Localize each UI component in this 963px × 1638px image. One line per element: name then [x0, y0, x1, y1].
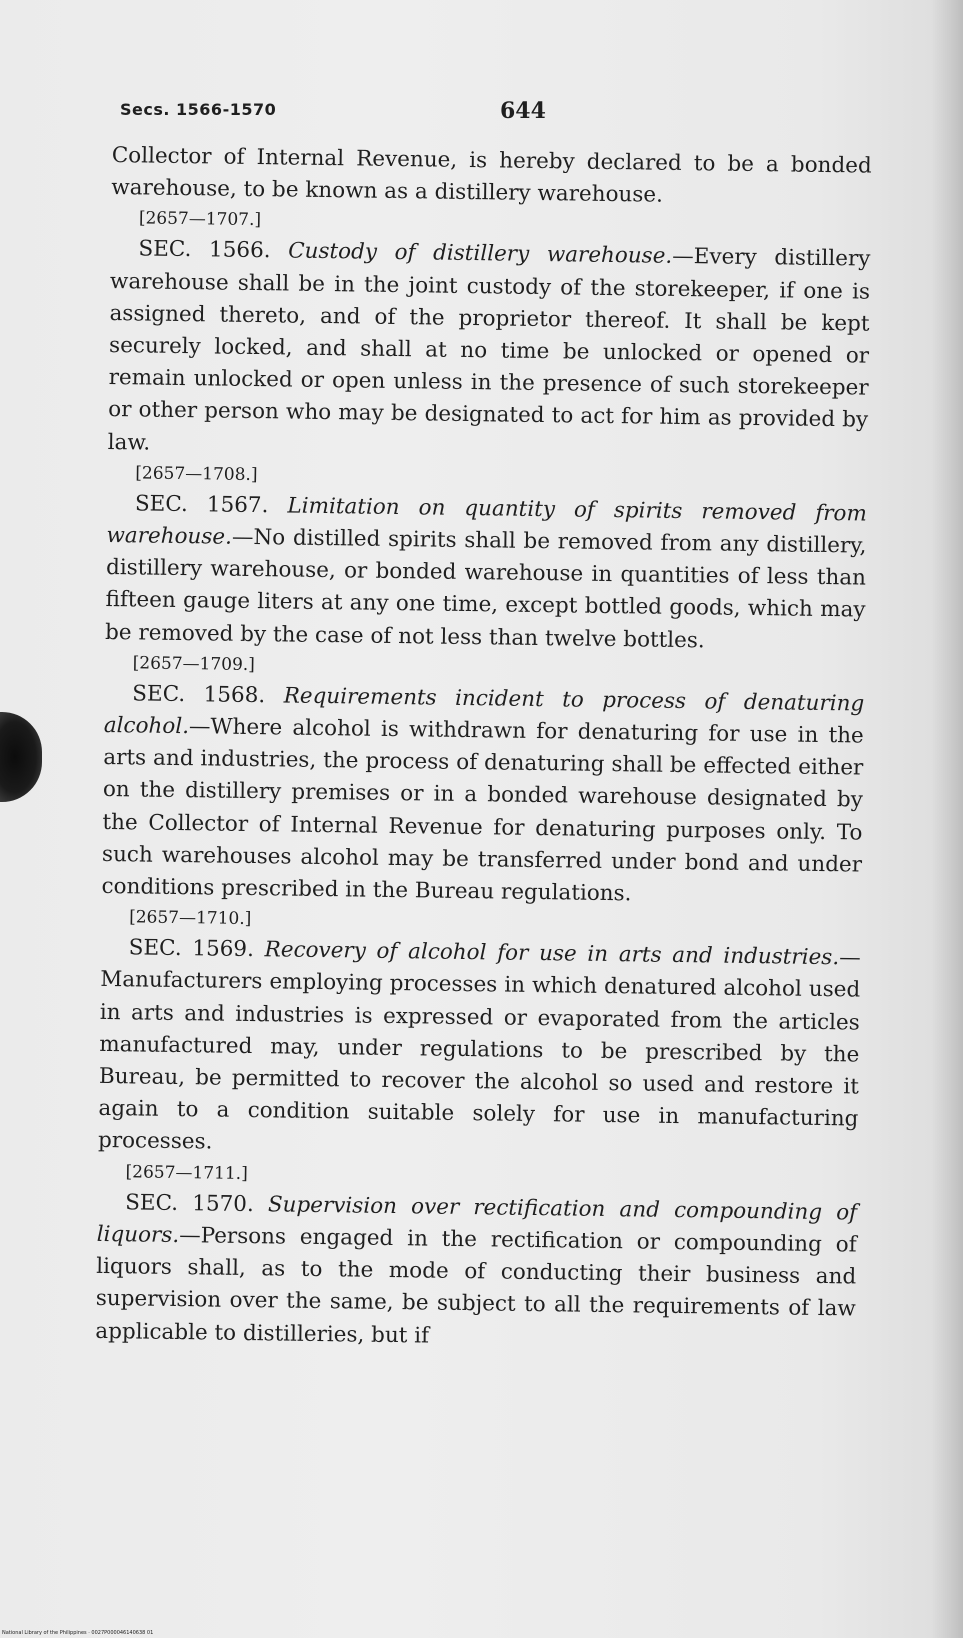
section-text: —Where alcohol is withdrawn for denaturing for use in the arts and industries, the process of denaturing shall be effected either on the distillery premises or in a bonded warehouse designated by the Collector of Internal Revenue for denaturing purposes only. To such warehouses alcohol may be transferred under bond and under conditions prescribed in the Bureau regulations.	[101, 714, 864, 907]
citation: [2657—1711.]	[125, 1161, 248, 1184]
page-edge-shadow	[931, 0, 963, 1638]
section-text: —Persons engaged in the rectification or compounding of liquors shall, as to the mode of conducting their business and supervision over the same, be subject to all the requirements of law applicable to distilleries, but if	[95, 1222, 857, 1349]
section-title: Recovery of alcohol for use in arts and industries.	[264, 937, 840, 971]
section-text: —Every distillery warehouse shall be in the joint custody of the storekeeper, if one is assigned thereto, and of the proprietor thereof. It shall be kept securely locked, and shall at no time be unlocked or opened or remain unlocked or open unless in the presence of such storekeeper or other person who may be designated to act for him as provided by law.	[107, 244, 871, 456]
page-body	[95, 140, 872, 1358]
section-title: Limitation on quantity of spirits removed from warehouse.	[106, 493, 868, 550]
section-text: —Manufacturers employing processes in which denatured alcohol used in arts and industries is expressed or evaporated from the articles manufactured may, under regulations to be prescribed by the Bureau, be permitted to recover the alcohol so used and restore it again to a condition suitable solely for use in manufacturing processes.	[97, 945, 861, 1155]
citation: [2657—1708.]	[135, 463, 258, 485]
running-header	[120, 98, 900, 128]
section-title: Custody of distillery warehouse.	[288, 238, 673, 270]
page-number: 644	[500, 98, 546, 124]
section-number: SEC. 1569.	[128, 935, 255, 963]
section-number: SEC. 1566.	[138, 236, 271, 264]
scan-thumb-shadow	[0, 712, 42, 802]
section-1568	[101, 678, 864, 914]
section-text: —No distilled spirits shall be removed from any distillery, distillery warehouse, or bonded warehouse in quantities of less than fifteen gauge liters at any one time, except bottled goods, which may be removed by the case of not less than twelve bottles.	[104, 524, 867, 653]
citation: [2657—1707.]	[138, 208, 262, 231]
citation: [2657—1709.]	[132, 653, 256, 675]
section-1569	[98, 932, 861, 1168]
section-number: SEC. 1568.	[132, 681, 266, 709]
section-title: Requirements incident to process of denaturing alcohol.	[103, 683, 865, 740]
scan-source-note: National Library of the Philippines · 0027P000046140638 01	[2, 1630, 154, 1636]
citation: [2657—1710.]	[129, 907, 252, 930]
section-number: SEC. 1570.	[124, 1189, 254, 1217]
section-number: SEC. 1567.	[134, 491, 269, 519]
section-1566	[108, 233, 871, 469]
section-1567	[105, 488, 867, 660]
continuation-paragraph: Collector of Internal Revenue, is hereby declared to be a bonded warehouse, to be known as a distillery warehouse.	[111, 142, 872, 208]
section-range: Secs. 1566-1570	[120, 100, 277, 119]
section-1570	[95, 1187, 857, 1359]
section-title: Supervision over rectification and compounding of liquors.	[96, 1191, 858, 1248]
